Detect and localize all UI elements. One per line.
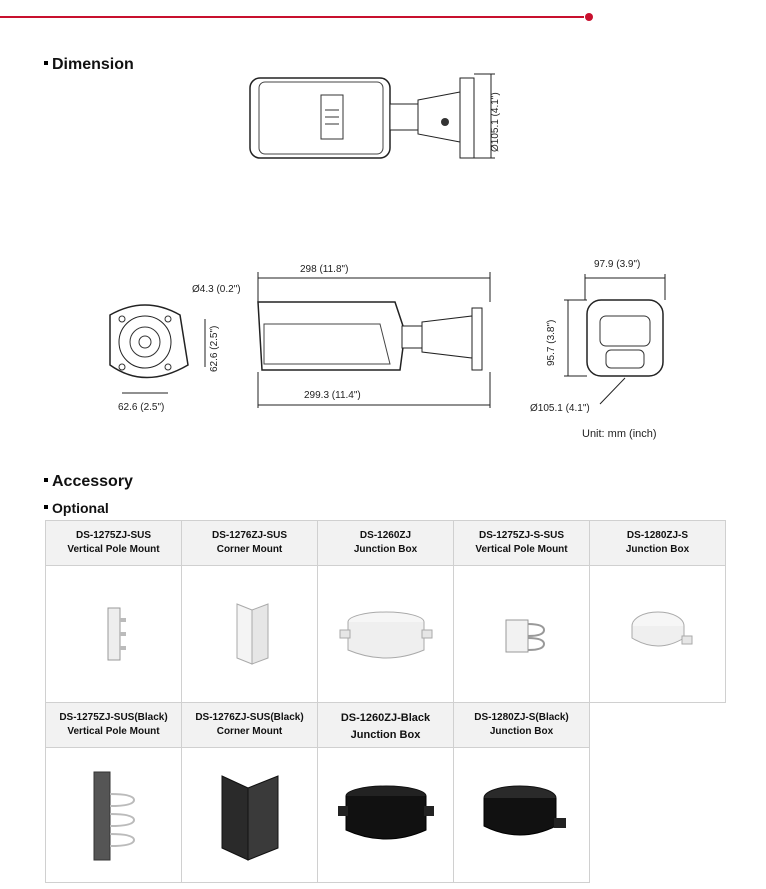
accessory-header: DS-1260ZJ Junction Box [317,520,454,566]
bullet-icon [44,61,48,65]
accessory-image-cell [45,565,182,703]
corner-mount-black-image [182,748,319,884]
accessory-header: DS-1280ZJ-S Junction Box [589,520,726,566]
junction-box-black-image [318,748,455,884]
camera-rear-view-drawing [100,295,200,395]
accessory-header: DS-1275ZJ-SUS(Black) Vertical Pole Mount [45,702,182,748]
top-view-diameter-label: Ø105.1 (4.1") [490,92,501,152]
accessory-image-cell [589,565,726,703]
accessory-heading: Accessory [44,473,133,491]
accessory-image-cell [317,747,454,883]
junction-box-image [318,566,455,704]
accessory-header: DS-1276ZJ-SUS Corner Mount [181,520,318,566]
camera-side-view-drawing [250,272,500,412]
bullet-icon [44,505,48,509]
front-height-label: 95.7 (3.8") [546,319,557,366]
corner-mount-image [182,566,319,704]
pole-mount-image [46,566,183,704]
front-width-label: 97.9 (3.9") [594,259,641,270]
camera-top-view-drawing [245,70,505,170]
junction-box-s-image [590,566,727,704]
accessory-image-cell [453,565,590,703]
pole-mount-black-image [46,748,183,884]
camera-front-view-drawing [560,272,680,412]
accessory-header: DS-1275ZJ-SUS Vertical Pole Mount [45,520,182,566]
hole-spacing-vertical-label: 62.6 (2.5") [209,325,220,372]
accessory-header: DS-1260ZJ-Black Junction Box [317,702,454,748]
header-rule-dot [585,13,593,21]
accessory-image-cell [181,565,318,703]
length-bottom-label: 299.3 (11.4") [304,390,361,401]
length-top-label: 298 (11.8") [300,264,349,275]
bullet-icon [44,478,48,482]
accessory-image-cell [45,747,182,883]
pole-mount-s-image [454,566,591,704]
accessory-header: DS-1276ZJ-SUS(Black) Corner Mount [181,702,318,748]
accessory-header: DS-1275ZJ-S-SUS Vertical Pole Mount [453,520,590,566]
header-rule [0,16,584,18]
optional-heading: Optional [44,500,109,516]
accessory-image-cell [453,747,590,883]
accessory-image-cell [317,565,454,703]
accessory-image-cell [181,747,318,883]
hole-diameter-label: Ø4.3 (0.2") [192,284,241,295]
dimension-heading: Dimension [44,56,134,74]
junction-box-s-black-image [454,748,591,884]
base-diameter-label: Ø105.1 (4.1") [530,403,590,414]
unit-note: Unit: mm (inch) [582,428,657,440]
hole-spacing-horizontal-label: 62.6 (2.5") [118,402,165,413]
accessory-header: DS-1280ZJ-S(Black) Junction Box [453,702,590,748]
